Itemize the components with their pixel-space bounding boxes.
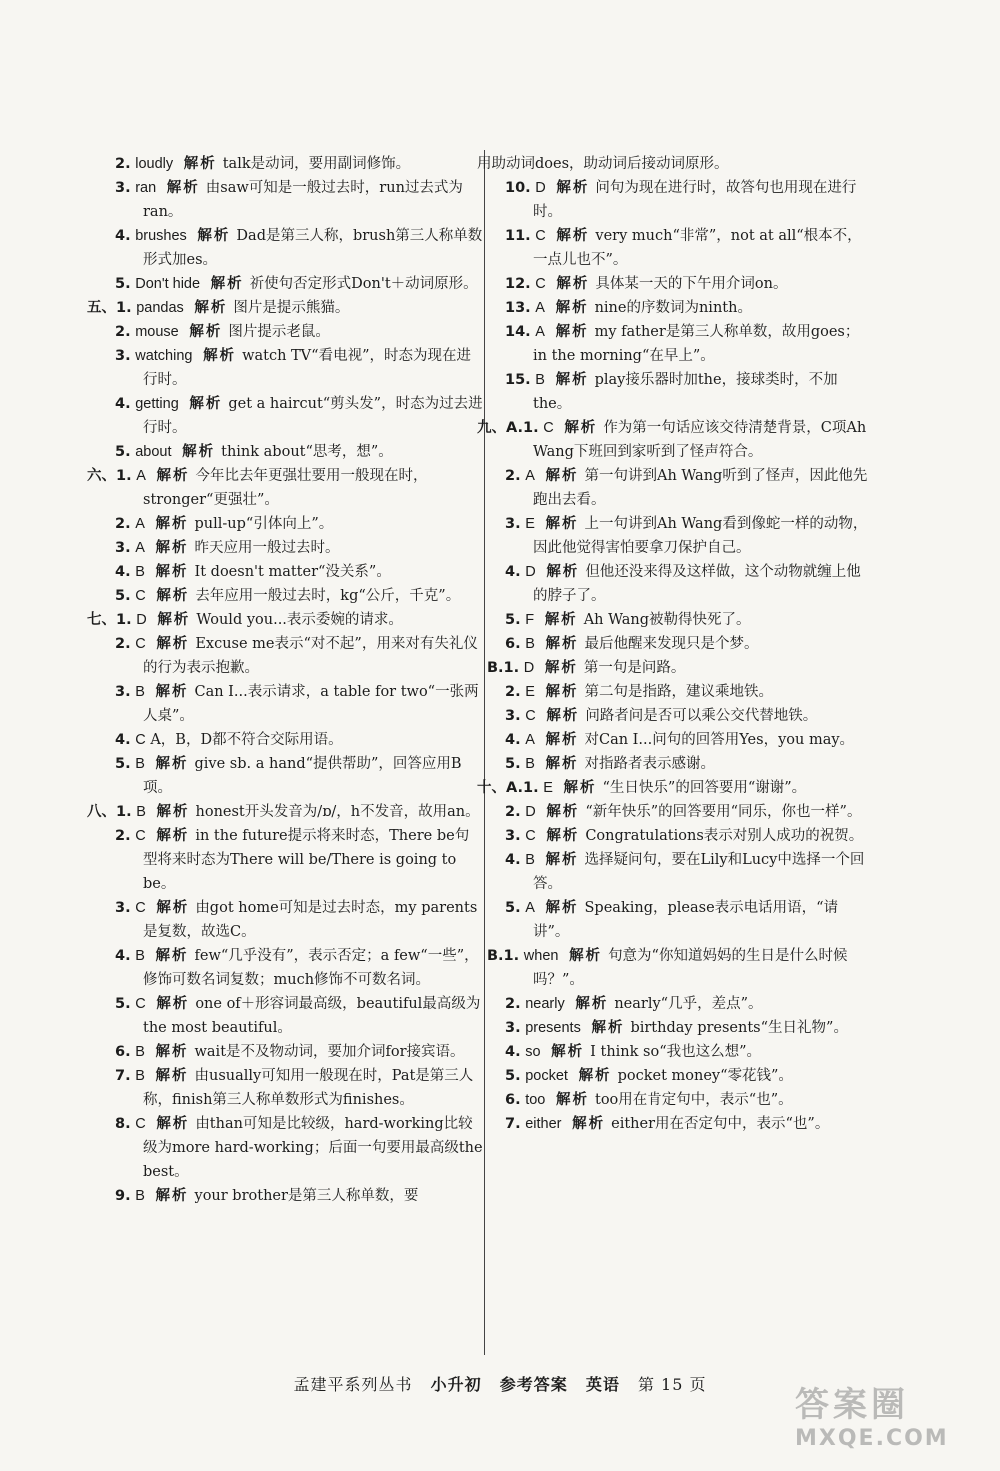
item-explanation: Ah Wang被勒得快死了。 bbox=[583, 612, 751, 628]
item-explanation: Dad是第三人称，brush第三人称单数形式加es。 bbox=[143, 228, 483, 268]
item-answer: E bbox=[525, 684, 535, 700]
analysis-label: 解析 bbox=[545, 636, 579, 652]
analysis-label: 解析 bbox=[546, 564, 580, 580]
item-answer: B bbox=[136, 804, 146, 820]
item-answer: A bbox=[525, 732, 535, 748]
analysis-label: 解析 bbox=[564, 420, 598, 436]
answer-item bbox=[505, 632, 873, 656]
item-number: 2. bbox=[505, 684, 521, 700]
item-answer: B bbox=[135, 1068, 145, 1084]
item-number: 八、1. bbox=[87, 804, 132, 820]
item-explanation: 问句为现在进行时，故答句也用现在进行时。 bbox=[533, 180, 857, 220]
item-explanation: pocket money“零花钱”。 bbox=[617, 1068, 793, 1084]
answer-item bbox=[505, 320, 873, 368]
analysis-label: 解析 bbox=[189, 396, 223, 412]
answer-item bbox=[505, 368, 873, 416]
item-number: 五、1. bbox=[87, 300, 132, 316]
item-answer: C bbox=[535, 276, 546, 292]
item-number: 4. bbox=[505, 852, 521, 868]
item-answer: E bbox=[525, 516, 535, 532]
answer-item bbox=[487, 944, 873, 992]
analysis-label: 解析 bbox=[556, 1092, 589, 1108]
item-answer: loudly bbox=[135, 156, 174, 172]
item-answer: B bbox=[135, 684, 145, 700]
answer-item bbox=[115, 728, 483, 752]
item-answer: B bbox=[525, 636, 535, 652]
item-number: 7. bbox=[115, 1068, 131, 1084]
analysis-label: 解析 bbox=[545, 516, 579, 532]
item-answer: A bbox=[136, 468, 146, 484]
item-explanation: think about“思考，想”。 bbox=[221, 444, 393, 460]
item-explanation: It doesn't matter“没关系”。 bbox=[194, 564, 391, 580]
item-explanation: “生日快乐”的回答要用“谢谢”。 bbox=[602, 780, 807, 796]
answer-item bbox=[115, 992, 483, 1040]
item-number: 10. bbox=[505, 180, 531, 196]
item-answer: Don't hide bbox=[135, 276, 201, 292]
answer-item bbox=[115, 632, 483, 680]
item-number: 4. bbox=[115, 732, 131, 748]
answer-item bbox=[115, 824, 483, 896]
answer-item bbox=[505, 1088, 873, 1112]
item-explanation: very much“非常”，not at all“根本不，一点儿也不”。 bbox=[533, 228, 862, 268]
answer-item bbox=[115, 536, 483, 560]
item-number: 6. bbox=[505, 1092, 521, 1108]
item-number: 2. bbox=[505, 468, 521, 484]
answer-item bbox=[505, 560, 873, 608]
analysis-label: 解析 bbox=[546, 828, 580, 844]
answer-item bbox=[487, 656, 873, 680]
item-number: 六、1. bbox=[87, 468, 132, 484]
item-answer: D bbox=[136, 612, 147, 628]
analysis-label: 解析 bbox=[155, 1188, 189, 1204]
analysis-label: 解析 bbox=[545, 900, 579, 916]
item-explanation: 用助动词does，助动词后接动词原形。 bbox=[477, 156, 729, 172]
answer-item bbox=[115, 1112, 483, 1184]
item-number: 4. bbox=[115, 948, 131, 964]
item-number: 4. bbox=[115, 396, 131, 412]
answer-item bbox=[115, 344, 483, 392]
item-answer: presents bbox=[525, 1020, 581, 1036]
analysis-label: 解析 bbox=[563, 780, 597, 796]
item-number: 5. bbox=[505, 756, 521, 772]
watermark-logo bbox=[795, 1377, 980, 1457]
analysis-label: 解析 bbox=[556, 276, 590, 292]
analysis-label: 解析 bbox=[569, 948, 603, 964]
item-number: 3. bbox=[115, 900, 131, 916]
item-number: 3. bbox=[115, 684, 131, 700]
analysis-label: 解析 bbox=[189, 324, 223, 340]
item-answer: A bbox=[535, 324, 545, 340]
item-explanation: 对指路者表示感谢。 bbox=[584, 756, 715, 772]
analysis-label: 解析 bbox=[155, 516, 189, 532]
answer-item bbox=[115, 512, 483, 536]
item-number: 2. bbox=[115, 636, 131, 652]
item-number: 七、1. bbox=[87, 612, 132, 628]
analysis-label: 解析 bbox=[556, 180, 590, 196]
item-explanation: Excuse me表示“对不起”，用来对有失礼仪的行为表示抱歉。 bbox=[143, 636, 478, 676]
answer-item bbox=[505, 896, 873, 944]
item-explanation: 祈使句否定形式Don't＋动词原形。 bbox=[249, 276, 478, 292]
answer-item bbox=[115, 392, 483, 440]
item-answer: C bbox=[135, 1116, 146, 1132]
item-answer: C bbox=[135, 636, 146, 652]
column-divider bbox=[484, 150, 485, 1355]
item-explanation: 作为第一句话应该交待清楚背景，C项Ah Wang下班回到家听到了怪声符合。 bbox=[533, 420, 867, 460]
analysis-label: 解析 bbox=[156, 636, 190, 652]
analysis-label: 解析 bbox=[156, 996, 190, 1012]
item-number: 3. bbox=[505, 1020, 521, 1036]
item-answer: too bbox=[525, 1092, 546, 1108]
analysis-label: 解析 bbox=[545, 852, 579, 868]
left-column bbox=[87, 152, 483, 1208]
item-explanation: 第一句是问路。 bbox=[583, 660, 686, 676]
item-number: 2. bbox=[115, 828, 131, 844]
item-explanation: either用在否定句中，表示“也”。 bbox=[611, 1116, 830, 1132]
item-answer: C bbox=[135, 900, 146, 916]
item-explanation: 昨天应用一般过去时。 bbox=[194, 540, 340, 556]
item-explanation: talk是动词，要用副词修饰。 bbox=[222, 156, 411, 172]
analysis-label: 解析 bbox=[545, 732, 579, 748]
item-explanation: 图片是提示熊猫。 bbox=[233, 300, 350, 316]
item-number: 7. bbox=[505, 1116, 521, 1132]
analysis-label: 解析 bbox=[546, 708, 580, 724]
answer-item bbox=[505, 1064, 873, 1088]
watermark-url: MXQE.COM bbox=[795, 1426, 949, 1451]
analysis-label: 解析 bbox=[575, 996, 609, 1012]
answer-item bbox=[505, 464, 873, 512]
item-explanation: A，B，D都不符合交际用语。 bbox=[150, 732, 343, 748]
answer-item bbox=[87, 608, 483, 632]
footer-page-number: 第 15 页 bbox=[637, 1375, 707, 1394]
item-answer: pandas bbox=[136, 300, 184, 316]
item-number: 12. bbox=[505, 276, 531, 292]
item-number: 十、A.1. bbox=[477, 780, 539, 796]
answer-item bbox=[115, 680, 483, 728]
analysis-label: 解析 bbox=[197, 228, 231, 244]
analysis-label: 解析 bbox=[155, 564, 189, 580]
item-answer: B bbox=[525, 756, 535, 772]
item-explanation: 最后他醒来发现只是个梦。 bbox=[584, 636, 759, 652]
item-number: 3. bbox=[115, 540, 131, 556]
analysis-label: 解析 bbox=[157, 612, 191, 628]
answer-item bbox=[505, 680, 873, 704]
item-number: 3. bbox=[505, 828, 521, 844]
item-explanation: nearly“几乎，差点”。 bbox=[614, 996, 763, 1012]
item-explanation: few“几乎没有”，表示否定；a few“一些”，修饰可数名词复数；much修饰不可数名词。 bbox=[143, 948, 479, 988]
item-number: 14. bbox=[505, 324, 531, 340]
answer-item bbox=[115, 944, 483, 992]
item-answer: either bbox=[525, 1116, 562, 1132]
item-number: 4. bbox=[505, 564, 521, 580]
footer-kind: 参考答案 bbox=[499, 1375, 568, 1394]
item-number: 5. bbox=[115, 996, 131, 1012]
answer-item bbox=[505, 296, 873, 320]
item-answer: D bbox=[535, 180, 546, 196]
item-number: 2. bbox=[505, 996, 521, 1012]
item-answer: A bbox=[525, 900, 535, 916]
item-explanation: pull-up“引体向上”。 bbox=[194, 516, 334, 532]
answer-item bbox=[505, 1040, 873, 1064]
item-explanation: 由than可知是比较级，hard-working比较级为more hard-working；后面一句要用最高级the best。 bbox=[143, 1116, 483, 1180]
analysis-label: 解析 bbox=[555, 372, 589, 388]
item-explanation: Would you...表示委婉的请求。 bbox=[196, 612, 403, 628]
item-number: 6. bbox=[115, 1044, 131, 1060]
analysis-label: 解析 bbox=[544, 612, 578, 628]
item-answer: C bbox=[543, 420, 554, 436]
analysis-label: 解析 bbox=[572, 1116, 606, 1132]
item-number: 2. bbox=[115, 324, 131, 340]
item-answer: ran bbox=[135, 180, 157, 196]
item-answer: B bbox=[535, 372, 545, 388]
item-answer: brushes bbox=[135, 228, 187, 244]
item-explanation: 第二句是指路，建议乘地铁。 bbox=[584, 684, 773, 700]
analysis-label: 解析 bbox=[155, 1044, 189, 1060]
analysis-label: 解析 bbox=[203, 348, 237, 364]
footer-subject: 英语 bbox=[585, 1375, 620, 1394]
analysis-label: 解析 bbox=[556, 228, 590, 244]
answer-item bbox=[505, 272, 873, 296]
item-number: 2. bbox=[115, 156, 131, 172]
answer-item bbox=[115, 1064, 483, 1112]
item-explanation: 由saw可知是一般过去时，run过去式为ran。 bbox=[143, 180, 463, 220]
item-number: 2. bbox=[115, 516, 131, 532]
item-explanation: “新年快乐”的回答要用“同乐，你也一样”。 bbox=[585, 804, 862, 820]
item-number: 5. bbox=[115, 276, 131, 292]
analysis-label: 解析 bbox=[156, 588, 190, 604]
item-explanation: 但他还没来得及这样做，这个动物就缠上他的脖子了。 bbox=[533, 564, 861, 604]
item-answer: B bbox=[525, 852, 535, 868]
item-explanation: 上一句讲到Ah Wang看到像蛇一样的动物，因此他觉得害怕要拿刀保护自己。 bbox=[533, 516, 868, 556]
answer-item bbox=[505, 848, 873, 896]
answer-item bbox=[115, 320, 483, 344]
watermark-logo-text: 答案圈 bbox=[795, 1385, 909, 1425]
analysis-label: 解析 bbox=[156, 828, 190, 844]
item-explanation: give sb. a hand“提供帮助”，回答应用B项。 bbox=[143, 756, 462, 796]
analysis-label: 解析 bbox=[182, 444, 216, 460]
item-answer: A bbox=[135, 540, 145, 556]
analysis-label: 解析 bbox=[155, 540, 189, 556]
analysis-label: 解析 bbox=[555, 300, 589, 316]
answer-item bbox=[505, 800, 873, 824]
item-answer: when bbox=[523, 948, 559, 964]
answer-item bbox=[477, 152, 873, 176]
item-explanation: 今年比去年更强壮要用一般现在时，stronger“更强壮”。 bbox=[143, 468, 428, 508]
answer-item bbox=[115, 176, 483, 224]
answer-item bbox=[115, 896, 483, 944]
analysis-label: 解析 bbox=[210, 276, 244, 292]
answer-item bbox=[505, 224, 873, 272]
answer-item bbox=[115, 1040, 483, 1064]
item-explanation: 具体某一天的下午用介词on。 bbox=[595, 276, 788, 292]
item-answer: B bbox=[135, 756, 145, 772]
analysis-label: 解析 bbox=[155, 1068, 189, 1084]
answer-item bbox=[115, 224, 483, 272]
item-explanation: 问路者问是否可以乘公交代替地铁。 bbox=[585, 708, 818, 724]
answer-item bbox=[505, 824, 873, 848]
answer-item bbox=[505, 728, 873, 752]
item-number: B.1. bbox=[487, 948, 520, 964]
item-answer: C bbox=[525, 708, 536, 724]
item-explanation: play接乐器时加the，接球类时，不加the。 bbox=[533, 372, 838, 412]
item-number: 4. bbox=[115, 228, 131, 244]
answer-item bbox=[115, 584, 483, 608]
item-number: 5. bbox=[115, 756, 131, 772]
item-explanation: 选择疑问句，要在Lily和Lucy中选择一个回答。 bbox=[533, 852, 865, 892]
item-explanation: wait是不及物动词，要加介词for接宾语。 bbox=[194, 1044, 465, 1060]
item-explanation: Can I...表示请求，a table for two“一张两人桌”。 bbox=[143, 684, 479, 724]
footer-grade: 小升初 bbox=[430, 1375, 482, 1394]
item-answer: C bbox=[135, 588, 146, 604]
item-explanation: get a haircut“剪头发”，时态为过去进行时。 bbox=[143, 396, 483, 436]
item-answer: F bbox=[525, 612, 535, 628]
item-number: B.1. bbox=[487, 660, 520, 676]
answer-item bbox=[87, 464, 483, 512]
analysis-label: 解析 bbox=[155, 948, 189, 964]
item-explanation: Congratulations表示对别人成功的祝贺。 bbox=[585, 828, 864, 844]
analysis-label: 解析 bbox=[194, 300, 228, 316]
answer-item bbox=[505, 1016, 873, 1040]
item-answer: B bbox=[135, 948, 145, 964]
item-number: 11. bbox=[505, 228, 531, 244]
analysis-label: 解析 bbox=[156, 1116, 190, 1132]
item-number: 3. bbox=[115, 348, 131, 364]
item-answer: so bbox=[525, 1044, 541, 1060]
item-answer: mouse bbox=[135, 324, 179, 340]
answer-item bbox=[477, 416, 873, 464]
item-explanation: 第一句讲到Ah Wang听到了怪声，因此他先跑出去看。 bbox=[533, 468, 868, 508]
item-explanation: honest开头发音为/ɒ/，h不发音，故用an。 bbox=[195, 804, 480, 820]
item-answer: A bbox=[525, 468, 535, 484]
answer-item bbox=[115, 440, 483, 464]
answer-item bbox=[115, 272, 483, 296]
item-explanation: my father是第三人称单数，故用goes；in the morning“在早上”。 bbox=[533, 324, 860, 364]
item-explanation: birthday presents“生日礼物”。 bbox=[630, 1020, 848, 1036]
analysis-label: 解析 bbox=[591, 1020, 625, 1036]
answer-item bbox=[505, 992, 873, 1016]
analysis-label: 解析 bbox=[156, 468, 190, 484]
item-number: 3. bbox=[505, 708, 521, 724]
item-explanation: nine的序数词为ninth。 bbox=[594, 300, 752, 316]
item-answer: about bbox=[135, 444, 172, 460]
item-explanation: too用在肯定句中，表示“也”。 bbox=[595, 1092, 793, 1108]
item-answer: C bbox=[525, 828, 536, 844]
item-number: 8. bbox=[115, 1116, 131, 1132]
item-number: 6. bbox=[505, 636, 521, 652]
analysis-label: 解析 bbox=[156, 804, 190, 820]
answer-item bbox=[87, 296, 483, 320]
analysis-label: 解析 bbox=[546, 804, 580, 820]
answer-item bbox=[115, 152, 483, 176]
item-number: 15. bbox=[505, 372, 531, 388]
item-answer: getting bbox=[135, 396, 179, 412]
item-explanation: 由usually可知用一般现在时，Pat是第三人称，finish第三人称单数形式为finishes。 bbox=[143, 1068, 474, 1108]
analysis-label: 解析 bbox=[156, 900, 190, 916]
item-explanation: 图片提示老鼠。 bbox=[228, 324, 330, 340]
item-number: 5. bbox=[115, 588, 131, 604]
item-explanation: one of＋形容词最高级，beautiful最高级为the most beautiful。 bbox=[143, 996, 481, 1036]
item-answer: A bbox=[535, 300, 545, 316]
item-answer: pocket bbox=[525, 1068, 568, 1084]
item-number: 4. bbox=[115, 564, 131, 580]
analysis-label: 解析 bbox=[544, 660, 578, 676]
answer-item bbox=[115, 752, 483, 800]
answer-item bbox=[87, 800, 483, 824]
item-answer: C bbox=[535, 228, 546, 244]
answer-item bbox=[505, 1112, 873, 1136]
analysis-label: 解析 bbox=[578, 1068, 612, 1084]
analysis-label: 解析 bbox=[545, 468, 579, 484]
item-number: 5. bbox=[115, 444, 131, 460]
answer-item bbox=[505, 512, 873, 560]
analysis-label: 解析 bbox=[551, 1044, 585, 1060]
item-answer: B bbox=[135, 564, 145, 580]
item-answer: B bbox=[135, 1044, 145, 1060]
item-number: 3. bbox=[505, 516, 521, 532]
item-number: 3. bbox=[115, 180, 131, 196]
item-answer: watching bbox=[135, 348, 193, 364]
footer-series: 孟建平系列丛书 bbox=[293, 1375, 413, 1394]
answer-item bbox=[505, 608, 873, 632]
item-explanation: your brother是第三人称单数，要 bbox=[194, 1188, 419, 1204]
item-answer: D bbox=[523, 660, 535, 676]
item-answer: C bbox=[135, 828, 146, 844]
item-explanation: 句意为“你知道妈妈的生日是什么时候吗？”。 bbox=[533, 948, 848, 988]
answer-item bbox=[505, 704, 873, 728]
item-number: 九、A.1. bbox=[477, 420, 539, 436]
item-answer: A bbox=[135, 516, 145, 532]
item-explanation: 去年应用一般过去时，kg“公斤，千克”。 bbox=[195, 588, 461, 604]
item-explanation: I think so“我也这么想”。 bbox=[590, 1044, 762, 1060]
item-number: 4. bbox=[505, 1044, 521, 1060]
analysis-label: 解析 bbox=[183, 156, 217, 172]
item-explanation: in the future提示将来时态，There be句型将来时态为There will be/There is going to be。 bbox=[143, 828, 470, 892]
item-number: 5. bbox=[505, 612, 521, 628]
item-answer: B bbox=[135, 1188, 145, 1204]
item-number: 5. bbox=[505, 1068, 521, 1084]
item-number: 4. bbox=[505, 732, 521, 748]
right-column bbox=[477, 152, 873, 1136]
item-number: 2. bbox=[505, 804, 521, 820]
answer-item bbox=[477, 776, 873, 800]
item-number: 5. bbox=[505, 900, 521, 916]
item-answer: nearly bbox=[525, 996, 565, 1012]
item-number: 9. bbox=[115, 1188, 131, 1204]
answer-item bbox=[505, 752, 873, 776]
item-number: 13. bbox=[505, 300, 531, 316]
answer-item bbox=[505, 176, 873, 224]
analysis-label: 解析 bbox=[155, 684, 189, 700]
analysis-label: 解析 bbox=[555, 324, 589, 340]
answer-item bbox=[115, 560, 483, 584]
answer-item bbox=[115, 1184, 483, 1208]
item-explanation: Speaking，please表示电话用语，“请讲”。 bbox=[533, 900, 839, 940]
analysis-label: 解析 bbox=[166, 180, 200, 196]
item-explanation: 对Can I...问句的回答用Yes，you may。 bbox=[584, 732, 855, 748]
analysis-label: 解析 bbox=[545, 756, 579, 772]
item-explanation: watch TV“看电视”，时态为现在进行时。 bbox=[143, 348, 471, 388]
analysis-label: 解析 bbox=[545, 684, 579, 700]
analysis-label: 解析 bbox=[155, 756, 189, 772]
item-answer: C bbox=[135, 732, 146, 748]
item-answer: D bbox=[525, 804, 536, 820]
item-answer: E bbox=[543, 780, 553, 796]
item-answer: C bbox=[135, 996, 146, 1012]
item-explanation: 由got home可知是过去时态，my parents是复数，故选C。 bbox=[143, 900, 478, 940]
item-answer: D bbox=[525, 564, 536, 580]
